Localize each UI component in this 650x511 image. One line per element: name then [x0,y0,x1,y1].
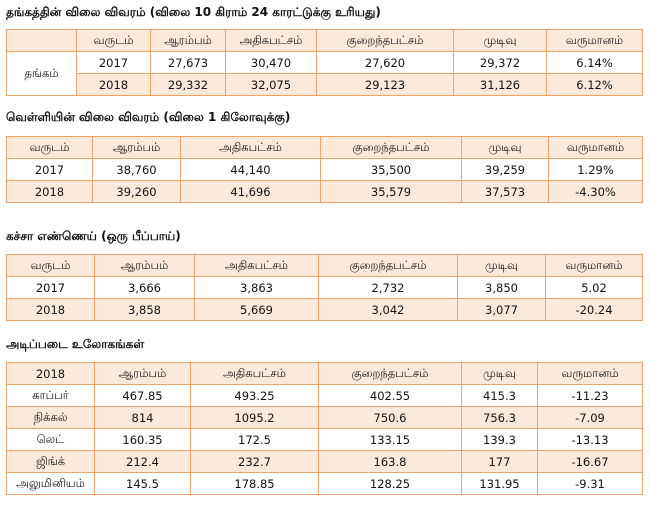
crude-table-title: கச்சா எண்ணெய் (ஒரு பீப்பாய்) [6,229,181,243]
table-header-row [7,255,643,277]
header-cell: வருடம் [7,255,95,277]
table-cell: 2018 [7,181,93,203]
table-cell: -9.31 [538,473,643,495]
base-metals-table [6,362,643,495]
table-cell: 402.55 [319,385,462,407]
header-cell: அதிகபட்சம் [226,30,317,52]
header-cell: ஆரம்பம் [151,30,226,52]
table-cell: 3,863 [195,277,319,299]
header-cell: ஆரம்பம் [93,137,181,159]
table-cell: 2,732 [319,277,458,299]
header-cell: வருமானம் [546,255,643,277]
header-cell: வருடம் [77,30,151,52]
header-cell: அதிகபட்சம் [191,363,319,385]
table-cell: 232.7 [191,451,319,473]
header-cell: குறைந்தபட்சம் [319,363,462,385]
header-cell: வருமானம் [547,30,643,52]
table-cell: 41,696 [181,181,321,203]
table-cell: 1095.2 [191,407,319,429]
table-header-row [7,30,643,52]
table-cell: 38,760 [93,159,181,181]
table-row [7,159,643,181]
table-cell: -20.24 [546,299,643,321]
table-cell: 44,140 [181,159,321,181]
gold-row-label: தங்கம் [7,52,77,96]
table-cell: -7.09 [538,407,643,429]
table-cell: 2017 [77,52,151,74]
table-cell: 212.4 [95,451,191,473]
table-cell: 27,620 [317,52,454,74]
table-cell: 29,372 [454,52,547,74]
silver-table-title: வெள்ளியின் விலை விவரம் (விலை 1 கிலோவுக்கு) [6,110,291,124]
table-cell: 31,126 [454,74,547,96]
table-cell: 3,666 [95,277,195,299]
table-header-row [7,137,643,159]
table-cell: 39,260 [93,181,181,203]
header-cell: அதிகபட்சம் [181,137,321,159]
crude-oil-table [6,254,643,321]
header-cell: வருமானம் [538,363,643,385]
header-cell: ஆரம்பம் [95,255,195,277]
metal-name-cell: காப்பர் [7,385,95,407]
table-cell: 5.02 [546,277,643,299]
silver-price-table [6,136,643,203]
table-cell: 1.29% [549,159,643,181]
table-cell: 5,669 [195,299,319,321]
table-cell: 39,259 [462,159,549,181]
table-cell: 415.3 [462,385,538,407]
table-cell: -11.23 [538,385,643,407]
table-cell: 178.85 [191,473,319,495]
table-cell: 128.25 [319,473,462,495]
metal-name-cell: லெட் [7,429,95,451]
table-cell: 3,850 [458,277,546,299]
table-cell: 139.3 [462,429,538,451]
header-cell: முடிவு [462,363,538,385]
header-cell: முடிவு [454,30,547,52]
table-cell: 29,332 [151,74,226,96]
table-cell: 133.15 [319,429,462,451]
header-cell: 2018 [7,363,95,385]
metals-table-title: அடிப்படை உலோகங்கள் [6,337,145,351]
gold-price-table [6,29,643,96]
table-cell: 756.3 [462,407,538,429]
table-cell: 172.5 [191,429,319,451]
table-row [7,385,643,407]
header-cell: குறைந்தபட்சம் [317,30,454,52]
table-row [7,451,643,473]
table-cell: 750.6 [319,407,462,429]
header-cell: ஆரம்பம் [95,363,191,385]
metal-name-cell: ஜிங்க் [7,451,95,473]
table-cell: 35,579 [321,181,462,203]
table-cell: 2017 [7,277,95,299]
table-row [7,181,643,203]
table-cell: 6.14% [547,52,643,74]
table-cell: 37,573 [462,181,549,203]
table-cell: 493.25 [191,385,319,407]
table-cell: 35,500 [321,159,462,181]
table-cell: 29,123 [317,74,454,96]
table-cell: -4.30% [549,181,643,203]
table-row [7,52,643,74]
table-header-row [7,363,643,385]
table-cell: 131.95 [462,473,538,495]
table-cell: 6.12% [547,74,643,96]
header-cell: வருடம் [7,137,93,159]
table-cell: -16.67 [538,451,643,473]
table-cell: 2018 [77,74,151,96]
table-cell: 2017 [7,159,93,181]
table-cell: 467.85 [95,385,191,407]
header-cell [7,30,77,52]
metal-name-cell: அலுமினியம் [7,473,95,495]
table-cell: 30,470 [226,52,317,74]
table-cell: 160.35 [95,429,191,451]
header-cell: அதிகபட்சம் [195,255,319,277]
table-cell: 3,858 [95,299,195,321]
table-cell: 145.5 [95,473,191,495]
metal-name-cell: நிக்கல் [7,407,95,429]
table-cell: 3,042 [319,299,458,321]
table-cell: 177 [462,451,538,473]
gold-table-title: தங்கத்தின் விலை விவரம் (விலை 10 கிராம் 24 காரட்டுக்கு உரியது) [6,5,381,19]
table-row [7,277,643,299]
table-row [7,74,643,96]
table-cell: 814 [95,407,191,429]
table-cell: 32,075 [226,74,317,96]
table-cell: 163.8 [319,451,462,473]
header-cell: முடிவு [462,137,549,159]
table-row [7,299,643,321]
table-cell: 27,673 [151,52,226,74]
table-row [7,407,643,429]
header-cell: முடிவு [458,255,546,277]
header-cell: குறைந்தபட்சம் [321,137,462,159]
header-cell: வருமானம் [549,137,643,159]
table-cell: 2018 [7,299,95,321]
table-row [7,429,643,451]
header-cell: குறைந்தபட்சம் [319,255,458,277]
table-cell: 3,077 [458,299,546,321]
table-cell: -13.13 [538,429,643,451]
table-row [7,473,643,495]
